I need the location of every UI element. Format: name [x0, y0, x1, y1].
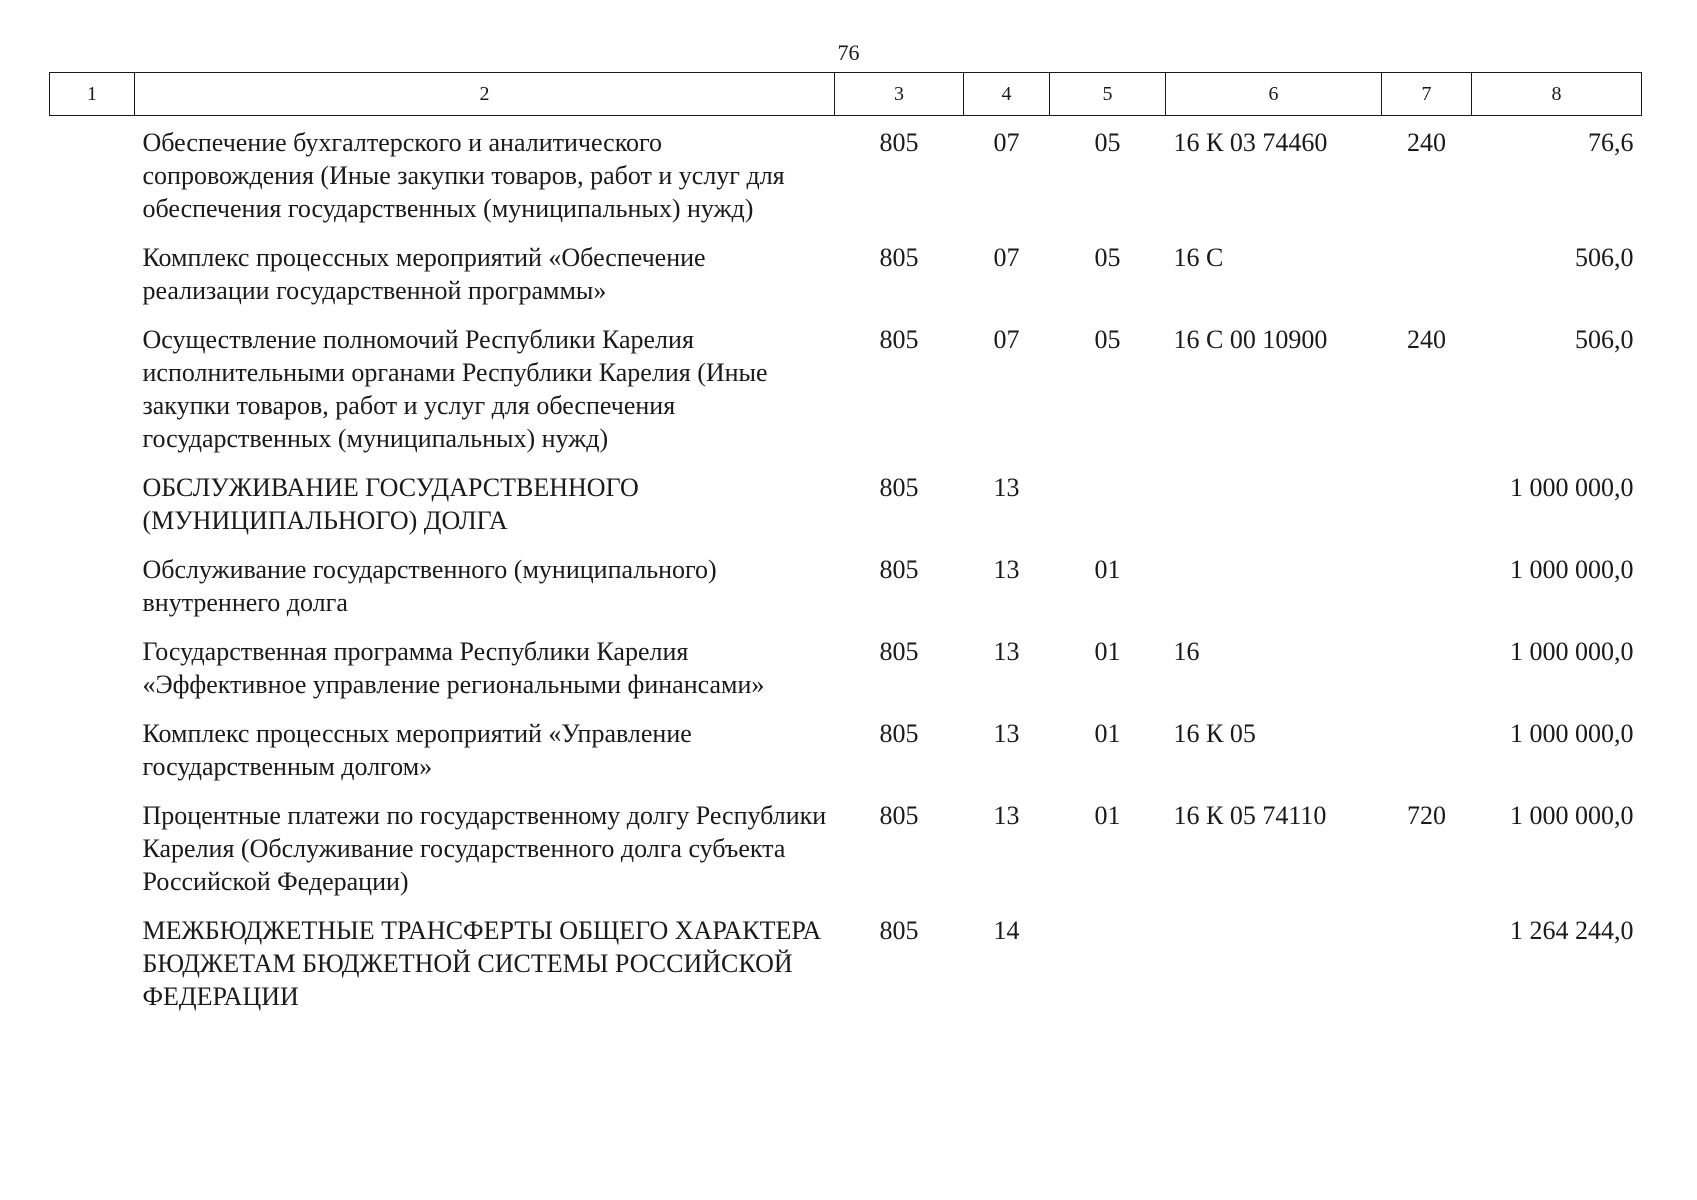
- row-index-cell: [50, 635, 135, 717]
- row-index-cell: [50, 323, 135, 471]
- row-section: 14: [993, 916, 1020, 945]
- row-index-cell: [50, 553, 135, 635]
- row-name: Осуществление полномочий Республики Карелия исполнительными органами Республики Карелия (Иные закупки товаров, работ и услуг для обеспечения государственных (муниципальных) нужд): [142, 325, 768, 453]
- row-subsection: 01: [1094, 637, 1121, 666]
- row-expense-type: [1382, 635, 1472, 717]
- row-subsection: [1050, 914, 1166, 1029]
- row-expense-type: 720: [1407, 801, 1446, 830]
- row-subsection: [1050, 471, 1166, 553]
- row-expense-type: 240: [1407, 128, 1446, 157]
- row-expense-type: [1382, 471, 1472, 553]
- row-section: 13: [993, 719, 1020, 748]
- row-section: 13: [993, 801, 1020, 830]
- row-amount: 1 000 000,0: [1510, 637, 1634, 666]
- column-number-header-row: [50, 73, 1642, 116]
- row-target: 16 К 03 74460: [1173, 128, 1328, 157]
- row-amount: 506,0: [1575, 325, 1634, 354]
- row-subsection: 05: [1094, 243, 1121, 272]
- row-name: Государственная программа Республики Карелия «Эффективное управление региональными финансами»: [142, 637, 765, 699]
- row-amount: 1 000 000,0: [1510, 555, 1634, 584]
- row-amount: 1 000 000,0: [1510, 801, 1634, 830]
- row-ministry: 805: [879, 801, 919, 830]
- row-subsection: 01: [1094, 719, 1121, 748]
- column-header-1: 1: [50, 73, 135, 116]
- column-header-5: 5: [1050, 73, 1166, 116]
- row-subsection: 01: [1094, 555, 1121, 584]
- row-name: Обслуживание государственного (муниципального) внутреннего долга: [142, 555, 717, 617]
- row-name: МЕЖБЮДЖЕТНЫЕ ТРАНСФЕРТЫ ОБЩЕГО ХАРАКТЕРА БЮДЖЕТАМ БЮДЖЕТНОЙ СИСТЕМЫ РОССИЙСКОЙ ФЕДЕРАЦИИ: [142, 916, 822, 1011]
- budget-table: [49, 72, 1642, 1029]
- table-row: [50, 914, 1642, 1029]
- column-header-4: 4: [964, 73, 1050, 116]
- row-name: Процентные платежи по государственному долгу Республики Карелия (Обслуживание государственного долга субъекта Российской Федерации): [142, 801, 827, 896]
- row-amount: 1 264 244,0: [1510, 916, 1634, 945]
- row-expense-type: [1382, 241, 1472, 323]
- row-ministry: 805: [879, 719, 919, 748]
- column-header-7: 7: [1382, 73, 1472, 116]
- column-header-8: 8: [1472, 73, 1642, 116]
- table-row: [50, 241, 1642, 323]
- row-subsection: 05: [1094, 128, 1121, 157]
- row-index-cell: [50, 799, 135, 914]
- row-name: Комплекс процессных мероприятий «Обеспечение реализации государственной программы»: [142, 243, 706, 305]
- row-target: 16 С 00 10900: [1173, 325, 1328, 354]
- row-ministry: 805: [879, 555, 919, 584]
- row-amount: 506,0: [1575, 243, 1634, 272]
- row-ministry: 805: [879, 243, 919, 272]
- row-section: 07: [993, 243, 1020, 272]
- row-name: Комплекс процессных мероприятий «Управление государственным долгом»: [142, 719, 692, 781]
- row-ministry: 805: [879, 637, 919, 666]
- row-index-cell: [50, 717, 135, 799]
- row-section: 07: [993, 128, 1020, 157]
- row-index-cell: [50, 116, 135, 242]
- table-row: [50, 635, 1642, 717]
- row-section: 13: [993, 555, 1020, 584]
- row-target: [1166, 553, 1382, 635]
- row-target: 16 К 05: [1173, 719, 1256, 748]
- row-ministry: 805: [879, 325, 919, 354]
- column-header-3: 3: [835, 73, 964, 116]
- row-ministry: 805: [879, 916, 919, 945]
- table-row: [50, 116, 1642, 242]
- row-subsection: 05: [1094, 325, 1121, 354]
- row-ministry: 805: [879, 473, 919, 502]
- row-name: Обеспечение бухгалтерского и аналитического сопровождения (Иные закупки товаров, работ и услуг для обеспечения государственных (муниципальных) нужд): [142, 128, 785, 223]
- row-target: 16 С: [1173, 243, 1224, 272]
- row-subsection: 01: [1094, 801, 1121, 830]
- row-ministry: 805: [879, 128, 919, 157]
- table-row: [50, 471, 1642, 553]
- row-target: [1166, 914, 1382, 1029]
- row-index-cell: [50, 914, 135, 1029]
- row-amount: 76,6: [1588, 128, 1634, 157]
- column-header-2: 2: [135, 73, 835, 116]
- row-amount: 1 000 000,0: [1510, 473, 1634, 502]
- row-expense-type: [1382, 717, 1472, 799]
- row-expense-type: [1382, 553, 1472, 635]
- row-section: 13: [993, 637, 1020, 666]
- page-number: 76: [837, 40, 860, 65]
- row-amount: 1 000 000,0: [1510, 719, 1634, 748]
- row-name: ОБСЛУЖИВАНИЕ ГОСУДАРСТВЕННОГО (МУНИЦИПАЛЬНОГО) ДОЛГА: [142, 473, 639, 535]
- row-section: 13: [993, 473, 1020, 502]
- row-target: [1166, 471, 1382, 553]
- row-section: 07: [993, 325, 1020, 354]
- row-expense-type: 240: [1407, 325, 1446, 354]
- table-row: [50, 717, 1642, 799]
- table-row: [50, 323, 1642, 471]
- row-index-cell: [50, 241, 135, 323]
- row-expense-type: [1382, 914, 1472, 1029]
- column-header-6: 6: [1166, 73, 1382, 116]
- row-target: 16: [1173, 637, 1200, 666]
- row-index-cell: [50, 471, 135, 553]
- row-target: 16 К 05 74110: [1173, 801, 1327, 830]
- table-row: [50, 553, 1642, 635]
- table-row: [50, 799, 1642, 914]
